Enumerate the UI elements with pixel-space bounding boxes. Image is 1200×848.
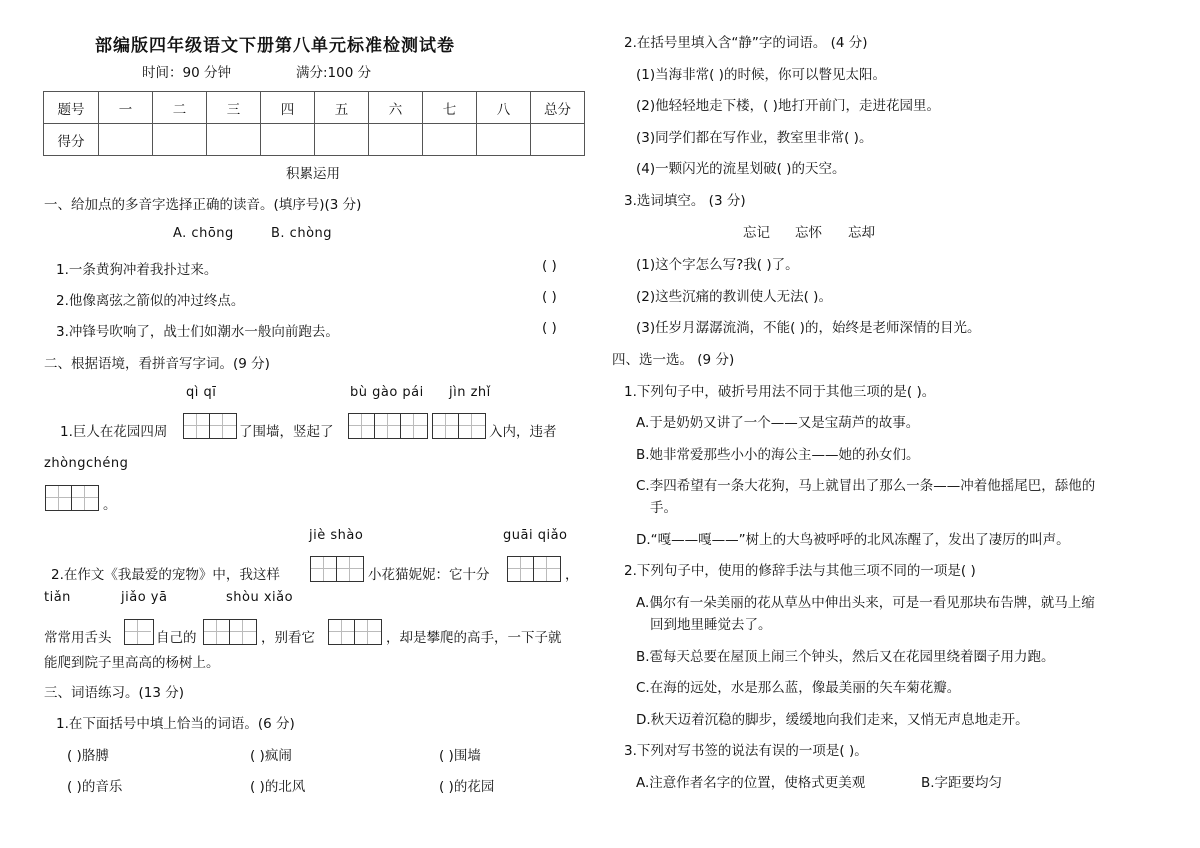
fill-sentence[interactable]: (3)同学们都在写作业，教室里非常( )。	[636, 130, 873, 146]
pinyin: qì qī	[186, 385, 217, 400]
answer-paren[interactable]: ( )	[542, 289, 557, 305]
exam-full-score: 满分:100 分	[296, 65, 372, 81]
table-cell: 一	[99, 92, 153, 124]
fill-sentence[interactable]: (1)这个字怎么写?我( )了。	[636, 257, 799, 273]
q4-option: C.李四希望有一条大花狗，马上就冒出了那么一条——冲着他摇尾巴，舔他的	[636, 478, 1096, 494]
q2-sentence-text: 小花猫妮妮：它十分	[368, 567, 490, 583]
writing-grid[interactable]	[45, 485, 99, 511]
q4-option: A.注意作者名字的位置，使格式更美观	[636, 775, 866, 791]
q2-sentence-text: 入内，违者	[489, 424, 557, 440]
writing-grid[interactable]	[124, 619, 154, 645]
fill-sentence[interactable]: (4)一颗闪光的流星划破( )的天空。	[636, 161, 846, 177]
pinyin: guāi qiǎo	[503, 528, 568, 543]
fill-sentence[interactable]: (3)任岁月潺潺流淌，不能( )的，始终是老师深情的目光。	[636, 320, 981, 336]
q2-heading: 二、根据语境，看拼音写字词。(9 分)	[44, 356, 270, 372]
fill-sentence[interactable]: (2)他轻轻地走下楼，( )地打开前门，走进花园里。	[636, 98, 940, 114]
q3-sub-heading: 2.在括号里填入含“静”字的词语。 (4 分)	[624, 35, 868, 51]
score-cell[interactable]	[153, 124, 207, 156]
score-cell[interactable]	[207, 124, 261, 156]
writing-grid[interactable]	[507, 556, 561, 582]
q4-option: A.偶尔有一朵美丽的花从草丛中伸出头来，可是一看见那块布告牌，就马上缩	[636, 595, 1095, 611]
writing-grid[interactable]	[328, 619, 382, 645]
pinyin: jìn zhǐ	[449, 385, 491, 400]
table-cell: 二	[153, 92, 207, 124]
q4-option: 回到地里睡觉去了。	[650, 617, 772, 633]
q2-sentence-text: 常常用舌头	[44, 630, 112, 646]
q2-sentence-text: ，别看它	[261, 630, 315, 646]
fill-blank[interactable]: ( )胳膊	[67, 748, 109, 764]
score-cell[interactable]	[261, 124, 315, 156]
q2-sentence-text: 。	[103, 497, 117, 513]
q3-heading: 三、词语练习。(13 分)	[44, 685, 185, 701]
writing-grid[interactable]	[432, 413, 486, 439]
table-cell: 得分	[44, 124, 99, 156]
writing-grid[interactable]	[183, 413, 237, 439]
score-cell[interactable]	[423, 124, 477, 156]
q1-heading: 一、给加点的多音字选择正确的读音。(填序号)(3 分)	[44, 197, 362, 213]
score-cell[interactable]	[531, 124, 585, 156]
table-cell: 题号	[44, 92, 99, 124]
score-cell[interactable]	[369, 124, 423, 156]
q1-item: 3.冲锋号吹响了，战士们如潮水一般向前跑去。	[56, 324, 339, 340]
q4-heading: 四、选一选。 (9 分)	[612, 352, 735, 368]
q4-option: 手。	[650, 500, 677, 516]
q1-item: 1.一条黄狗冲着我扑过来。	[56, 262, 218, 278]
score-table	[43, 91, 585, 156]
score-cell[interactable]	[477, 124, 531, 156]
table-cell: 七	[423, 92, 477, 124]
word-option: 忘记	[743, 225, 770, 241]
q4-question[interactable]: 1.下列句子中，破折号用法不同于其他三项的是( )。	[624, 384, 936, 400]
fill-sentence[interactable]: (2)这些沉痛的教训使人无法( )。	[636, 289, 832, 305]
q2-sentence-text: 能爬到院子里高高的杨树上。	[44, 655, 220, 671]
q4-option: D.“嘎——嘎——”树上的大鸟被呼呼的北风冻醒了，发出了凄厉的叫声。	[636, 532, 1070, 548]
table-cell: 总分	[531, 92, 585, 124]
q4-option: B.雹每天总要在屋顶上闹三个钟头，然后又在花园里绕着圈子用力跑。	[636, 649, 1055, 665]
writing-grid[interactable]	[310, 556, 364, 582]
q4-option: D.秋天迈着沉稳的脚步，缓缓地向我们走来，又悄无声息地走开。	[636, 712, 1029, 728]
exam-title: 部编版四年级语文下册第八单元标准检测试卷	[95, 36, 455, 56]
score-table-score-row	[44, 124, 585, 156]
fill-blank[interactable]: ( )的音乐	[67, 779, 123, 795]
pinyin: zhòngchéng	[44, 456, 129, 471]
score-cell[interactable]	[99, 124, 153, 156]
q4-option: B.她非常爱那些小小的海公主——她的孙女们。	[636, 447, 920, 463]
q3-sub-heading: 1.在下面括号中填上恰当的词语。(6 分)	[56, 716, 295, 732]
q4-question[interactable]: 2.下列句子中，使用的修辞手法与其他三项不同的一项是( )	[624, 563, 976, 579]
table-cell: 八	[477, 92, 531, 124]
word-option: 忘怀	[795, 225, 822, 241]
pinyin: bù gào pái	[350, 385, 424, 400]
q1-item: 2.他像离弦之箭似的冲过终点。	[56, 293, 245, 309]
pinyin: jiǎo yā	[121, 590, 168, 605]
answer-paren[interactable]: ( )	[542, 258, 557, 274]
answer-paren[interactable]: ( )	[542, 320, 557, 336]
writing-grid[interactable]	[348, 413, 428, 439]
fill-sentence[interactable]: (1)当海非常( )的时候，你可以瞥见太阳。	[636, 67, 886, 83]
table-cell: 四	[261, 92, 315, 124]
table-cell: 五	[315, 92, 369, 124]
q1-option-a: A. chōng	[173, 226, 234, 241]
exam-time: 时间：90 分钟	[142, 65, 231, 81]
table-cell: 六	[369, 92, 423, 124]
q2-sentence-text: 1.巨人在花园四周	[60, 424, 168, 440]
pinyin: shòu xiǎo	[226, 590, 294, 605]
q4-option: A.于是奶奶又讲了一个——又是宝葫芦的故事。	[636, 415, 920, 431]
q2-sentence-text: 了围墙，竖起了	[239, 424, 334, 440]
q4-option: B.字距要均匀	[921, 775, 1003, 791]
q1-option-b: B. chòng	[271, 226, 333, 241]
table-cell: 三	[207, 92, 261, 124]
score-table-header-row	[44, 92, 585, 124]
fill-blank[interactable]: ( )的北风	[250, 779, 306, 795]
q3-sub-heading: 3.选词填空。 (3 分)	[624, 193, 746, 209]
q4-question[interactable]: 3.下列对写书签的说法有误的一项是( )。	[624, 743, 868, 759]
pinyin: jiè shào	[309, 528, 364, 543]
pinyin: tiǎn	[44, 590, 71, 605]
q2-sentence-text: 自己的	[156, 630, 197, 646]
fill-blank[interactable]: ( )围墙	[439, 748, 481, 764]
q2-sentence-text: ，却是攀爬的高手，一下子就	[386, 630, 562, 646]
q2-sentence-text: 2.在作文《我最爱的宠物》中，我这样	[51, 567, 280, 583]
q4-option: C.在海的远处，水是那么蓝，像最美丽的矢车菊花瓣。	[636, 680, 961, 696]
score-cell[interactable]	[315, 124, 369, 156]
word-option: 忘却	[848, 225, 875, 241]
q2-sentence-text: ，	[565, 567, 579, 583]
fill-blank[interactable]: ( )的花园	[439, 779, 495, 795]
section-heading: 积累运用	[286, 166, 340, 182]
writing-grid[interactable]	[203, 619, 257, 645]
fill-blank[interactable]: ( )疯闹	[250, 748, 292, 764]
